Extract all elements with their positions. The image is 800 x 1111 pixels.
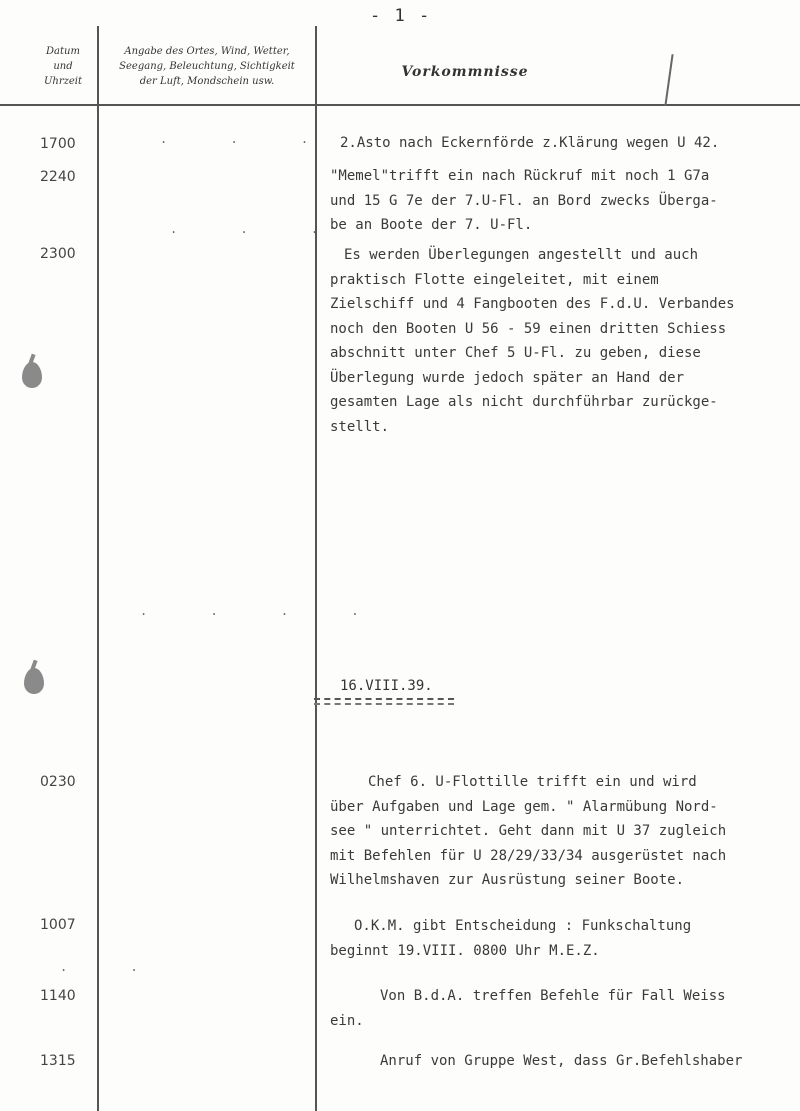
page-number: - 1 -	[370, 6, 432, 26]
entry-time: 1007	[40, 917, 76, 933]
header-rule	[0, 104, 800, 106]
scan-dots: . . .	[170, 222, 347, 236]
entry-text: Anruf von Gruppe West, dass Gr.Befehlshaber	[380, 1053, 743, 1069]
entry-text: Von B.d.A. treffen Befehle für Fall Weiss ein.	[330, 988, 726, 1029]
date-heading: 16.VIII.39.	[340, 678, 433, 694]
punch-hole	[24, 668, 44, 694]
entry-time: 1140	[40, 988, 76, 1004]
entry-time: 2240	[40, 169, 76, 185]
entry-time: 0230	[40, 774, 76, 790]
entry-text: Es werden Überlegungen angestellt und auch praktisch Flotte eingeleitet, mit einem Zielschiff und 4 Fangbooten des F.d.U. Verbandes noch den Booten U 56 - 59 einen dritten Schiess abschnitt unter Chef 5 U-Fl. zu geben, diese Überlegung wurde jedoch später an Hand der gesamten Lage als nicht durchführbar zurückge- stellt.	[330, 247, 735, 435]
entry-text: O.K.M. gibt Entscheidung : Funkschaltung beginnt 19.VIII. 0800 Uhr M.E.Z.	[330, 918, 692, 959]
punch-hole	[22, 362, 42, 388]
column-divider-1	[97, 26, 99, 1111]
scan-dots: . . .	[160, 132, 337, 146]
header-date-time: Datum und Uhrzeit	[43, 46, 83, 87]
entry-time: 1315	[40, 1053, 76, 1069]
pen-stroke	[664, 54, 673, 106]
entry-text: "Memel"trifft ein nach Rückruf mit noch 1 G7a und 15 G 7e der 7.U-Fl. an Bord zwecks Überga- be an Boote der 7. U-Fl.	[330, 168, 718, 233]
date-underline	[314, 698, 454, 705]
header-location-weather: Angabe des Ortes, Wind, Wetter, Seegang, Beleuchtung, Sichtigkeit der Luft, Mondschein usw.	[119, 46, 295, 87]
header-events: Vorkommnisse	[401, 64, 529, 80]
entry-time: 1700	[40, 136, 76, 152]
column-divider-2	[315, 26, 317, 1111]
scan-dots: . . . .	[140, 604, 387, 618]
entry-text: Chef 6. U-Flottille trifft ein und wird über Aufgaben und Lage gem. " Alarmübung Nord- see " unterrichtet. Geht dann mit U 37 zugleich mit Befehlen für U 28/29/33/34 ausgerüstet nach Wilhelmshaven zur Ausrüstung seiner Boote.	[330, 774, 727, 888]
scan-dots: . .	[60, 960, 166, 974]
entry-text: 2.Asto nach Eckernförde z.Klärung wegen U 42.	[340, 135, 720, 151]
entry-time: 2300	[40, 246, 76, 262]
